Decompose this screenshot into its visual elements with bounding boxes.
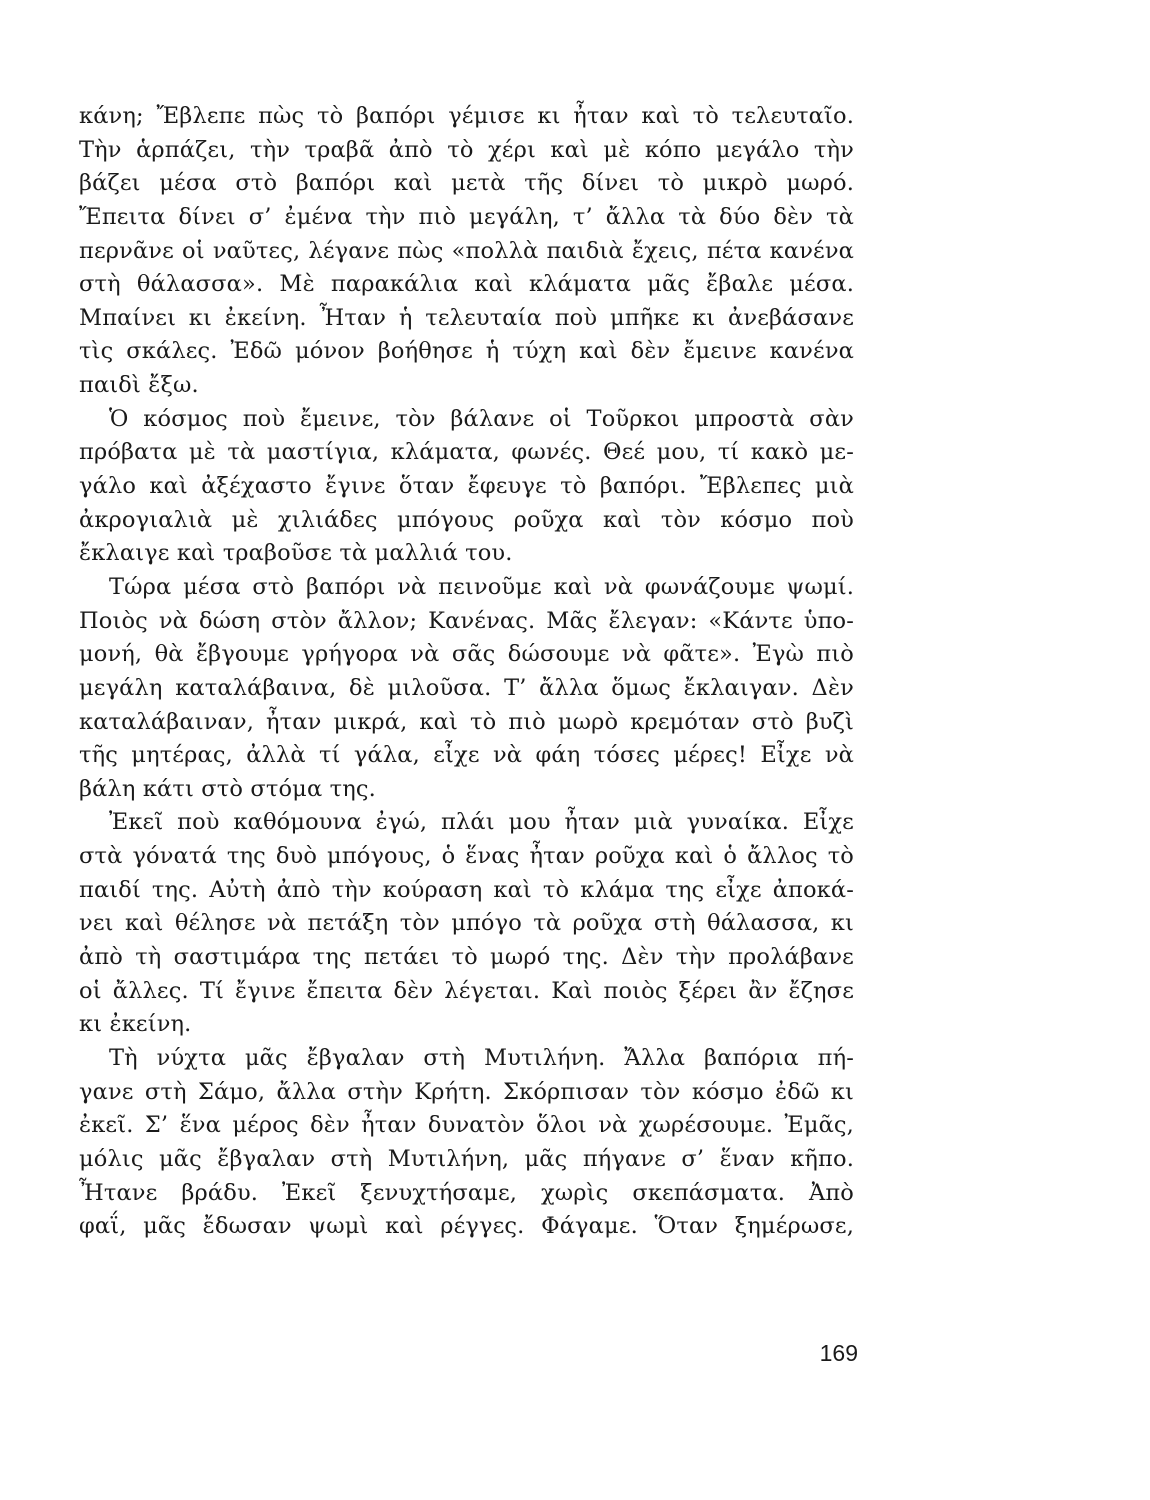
text-line: περνᾶνε οἱ ναῦτες, λέγανε πὼς «πολλὰ παιδιὰ ἔχεις, πέτα κανένα (79, 237, 854, 264)
text-line: μόλις μᾶς ἔβγαλαν στὴ Μυτιλήνη, μᾶς πήγανε σ’ ἕναν κῆπο. (79, 1145, 854, 1172)
text-line: Ἦτανε βράδυ. Ἐκεῖ ξενυχτήσαμε, χωρὶς σκεπάσματα. Ἀπὸ (79, 1179, 854, 1206)
text-line: Ποιὸς νὰ δώση στὸν ἄλλον; Κανένας. Μᾶς ἔλεγαν: «Κάντε ὑπο- (79, 607, 854, 634)
text-line: τῆς μητέρας, ἀλλὰ τί γάλα, εἶχε νὰ φάη τόσες μέρες! Εἶχε νὰ (79, 742, 854, 769)
text-line: νει καὶ θέλησε νὰ πετάξη τὸν μπόγο τὰ ροῦχα στὴ θάλασσα, κι (79, 910, 854, 937)
text-line: οἱ ἄλλες. Τί ἔγινε ἔπειτα δὲν λέγεται. Καὶ ποιὸς ξέρει ἂν ἔζησε (79, 977, 854, 1004)
text-line: φαΐ, μᾶς ἔδωσαν ψωμὶ καὶ ρέγγες. Φάγαμε. Ὅταν ξημέρωσε, (79, 1213, 854, 1240)
text-line: Μπαίνει κι ἐκείνη. Ἦταν ἡ τελευταία ποὺ μπῆκε κι ἀνεβάσανε (79, 304, 854, 331)
text-line: μονή, θὰ ἔβγουμε γρήγορα νὰ σᾶς δώσουμε νὰ φᾶτε». Ἐγὼ πιὸ (79, 641, 854, 668)
text-line: ἀπὸ τὴ σαστιμάρα της πετάει τὸ μωρό της. Δὲν τὴν προλάβανε (79, 944, 854, 971)
text-line: ἔκλαιγε καὶ τραβοῦσε τὰ μαλλιά του. (79, 540, 513, 567)
text-line: πρόβατα μὲ τὰ μαστίγια, κλάματα, φωνές. Θεέ μου, τί κακὸ με- (79, 439, 854, 466)
text-line: παιδὶ ἔξω. (79, 372, 199, 399)
text-line: Τὴ νύχτα μᾶς ἔβγαλαν στὴ Μυτιλήνη. Ἄλλα βαπόρια πή- (109, 1044, 854, 1071)
text-line: Τώρα μέσα στὸ βαπόρι νὰ πεινοῦμε καὶ νὰ φωνάζουμε ψωμί. (109, 573, 854, 600)
text-line: στὰ γόνατά της δυὸ μπόγους, ὁ ἕνας ἦταν ροῦχα καὶ ὁ ἄλλος τὸ (79, 843, 854, 870)
text-line: βάζει μέσα στὸ βαπόρι καὶ μετὰ τῆς δίνει τὸ μικρὸ μωρό. (79, 170, 854, 197)
page-number: 169 (819, 1340, 858, 1366)
text-line: κι ἐκείνη. (79, 1011, 192, 1038)
text-line: καταλάβαιναν, ἦταν μικρά, καὶ τὸ πιὸ μωρὸ κρεμόταν στὸ βυζὶ (79, 708, 854, 735)
text-line: Τὴν ἁρπάζει, τὴν τραβᾶ ἀπὸ τὸ χέρι καὶ μὲ κόπο μεγάλο τὴν (79, 136, 854, 163)
text-line: γάλο καὶ ἀξέχαστο ἔγινε ὅταν ἔφευγε τὸ βαπόρι. Ἔβλεπες μιὰ (79, 473, 854, 500)
text-line: τὶς σκάλες. Ἐδῶ μόνον βοήθησε ἡ τύχη καὶ δὲν ἔμεινε κανένα (79, 338, 854, 365)
text-line: ἐκεῖ. Σ’ ἕνα μέρος δὲν ἦταν δυνατὸν ὅλοι νὰ χωρέσουμε. Ἐμᾶς, (79, 1112, 854, 1139)
text-line: ἀκρογιαλιὰ μὲ χιλιάδες μπόγους ροῦχα καὶ τὸν κόσμο ποὺ (79, 506, 854, 533)
text-line: κάνη; Ἔβλεπε πὼς τὸ βαπόρι γέμισε κι ἦταν καὶ τὸ τελευταῖο. (79, 103, 854, 129)
text-line: γανε στὴ Σάμο, ἄλλα στὴν Κρήτη. Σκόρπισαν τὸν κόσμο ἐδῶ κι (79, 1078, 854, 1105)
body-text (79, 100, 854, 1244)
text-line: μεγάλη καταλάβαινα, δὲ μιλοῦσα. Τ’ ἄλλα ὅμως ἔκλαιγαν. Δὲν (79, 674, 854, 701)
text-line: παιδί της. Αὐτὴ ἀπὸ τὴν κούραση καὶ τὸ κλάμα της εἶχε ἀποκά- (79, 876, 854, 903)
text-line: Ἐκεῖ ποὺ καθόμουνα ἐγώ, πλάι μου ἦταν μιὰ γυναίκα. Εἶχε (109, 809, 854, 836)
text-line: στὴ θάλασσα». Μὲ παρακάλια καὶ κλάματα μᾶς ἔβαλε μέσα. (79, 271, 854, 298)
text-line: Ἔπειτα δίνει σ’ ἐμένα τὴν πιὸ μεγάλη, τ’ ἄλλα τὰ δύο δὲν τὰ (79, 203, 854, 230)
text-line: Ὁ κόσμος ποὺ ἔμεινε, τὸν βάλανε οἱ Τοῦρκοι μπροστὰ σὰν (109, 405, 854, 432)
text-line: βάλη κάτι στὸ στόμα της. (79, 775, 376, 802)
